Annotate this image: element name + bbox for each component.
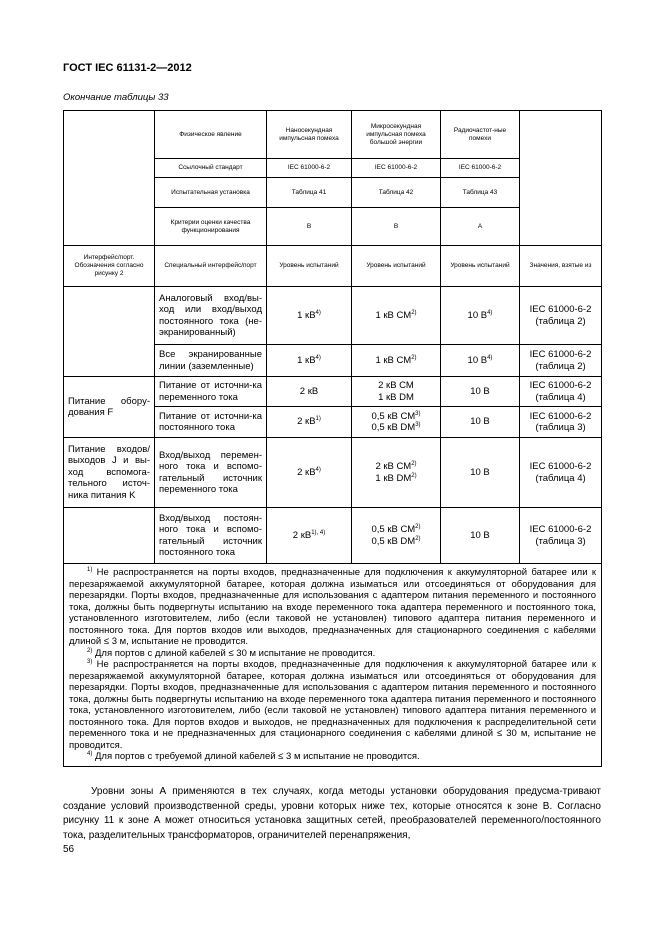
value-cell: 2 $кВ^{4)}$ <box>267 438 352 508</box>
value-cell: 10 В <box>441 438 520 508</box>
criteria-label: Критерии оценки качества функционирования <box>155 208 267 246</box>
footnote-3: $^{3)}$ Не распространяется на порты входов, предназначенные для подключения к аккумуляторной батарее или к перезаряжаемой аккумуляторной батарее, которая должна изыматься или отсоединяться от оборудования для перезарядки. Порты входов, предназначенные для использования с адаптером питания переменного и постоянного тока, должны быть подвергнуты испытанию на входе переменного тока адаптера питания переменного и постоянного тока, установленного изготовителем, либо (если таковой не установлен) типового адаптера питания переменного и постоянного тока. Для портов входов и выходов, не предназначенных для подключения к распределительной сети переменного тока и не предназначенных для стационарного соединения с кабелями длиной ≤ 30 м, испытание не проводится. <box>69 659 596 751</box>
value-cell: 1 кВ СМ$^{2)}$ <box>352 345 441 377</box>
value-cell: 0,5 кВ СМ$^{2)}$ 0,5 кВ DM$^{2)}$ <box>352 508 441 564</box>
source-cell: IEC 61000-6-2 (таблица 2) <box>520 287 602 345</box>
blank-corner-cell <box>64 111 155 246</box>
footnotes-row <box>64 564 602 767</box>
value-cell: 10 В <box>441 407 520 438</box>
source-cell: IEC 61000-6-2 (таблица 4) <box>520 438 602 508</box>
source-cell: IEC 61000-6-2 (таблица 4) <box>520 377 602 407</box>
value-cell: 10 В <box>441 377 520 407</box>
source-cell: IEC 61000-6-2 (таблица 3) <box>520 407 602 438</box>
port-cell: Все экранированные линии (заземленные) <box>155 345 267 377</box>
group-cell: Питание входов/ выходов J и вы-ход вспомога-тельного источ-ника питания K <box>64 438 155 508</box>
phenomenon-col3: Радиочастот-ные помехи <box>441 111 520 159</box>
port-cell: Питание от источни-ка переменного тока <box>155 377 267 407</box>
value-cell: 2 $кВ^{1)}$ <box>267 407 352 438</box>
footnote-2: $^{2)}$ Для портов с длиной кабелей ≤ 30 м испытание не проводится. <box>87 647 376 659</box>
port-cell: Питание от источни-ка постоянного тока <box>155 407 267 438</box>
value-cell: 2 $кВ^{1), 4)}$ <box>267 508 352 564</box>
footnote-4: $^{4)}$ Для портов с требуемой длиной кабелей ≤ 3 м испытание не проводится. <box>87 751 420 762</box>
reference-col2: IEC 61000-6-2 <box>352 159 441 178</box>
value-cell: 1 кВ СМ$^{2)}$ <box>352 287 441 345</box>
value-cell: 10 $В^{4)}$ <box>441 345 520 377</box>
table-row <box>64 377 602 407</box>
port-cell: Вход/выход постоян-ного тока и вспомо-гательный источник постоянного тока <box>155 508 267 564</box>
table-caption: Окончание таблицы 33 <box>63 92 169 103</box>
level-col1: Уровень испытаний <box>267 246 352 287</box>
value-cell: 10 $В^{4)}$ <box>441 287 520 345</box>
level-col2: Уровень испытаний <box>352 246 441 287</box>
port-cell: Аналоговый вход/вы-ход или вход/выход постоянного тока (не-экранированный) <box>155 287 267 345</box>
body-paragraph: Уровни зоны А применяются в тех случаях, когда методы установки оборудования предусма-тривают создание условий производственной среды, уровни которых ниже тех, которые относятся к зоне В. Согласно рисунку 11 к зоне А может относиться установка защитных сетей, преобразователей переменного/постоянного тока, разделительных трансформаторов, ограничителей перенапряжения, <box>63 786 601 841</box>
port-cell: Вход/выход перемен-ного тока и вспомо-гательный источник переменного тока <box>155 438 267 508</box>
criteria-col3: A <box>441 208 520 246</box>
source-cell: IEC 61000-6-2 (таблица 2) <box>520 345 602 377</box>
source-cell: IEC 61000-6-2 (таблица 3) <box>520 508 602 564</box>
setup-col3: Таблица 43 <box>441 178 520 208</box>
page-number: 56 <box>63 844 75 855</box>
setup-col1: Таблица 41 <box>267 178 352 208</box>
group-cell <box>64 287 155 377</box>
criteria-col1: B <box>267 208 352 246</box>
phenomenon-col1: Наносекундная импульсная помеха <box>267 111 352 159</box>
value-cell: 2 кВ СМ$^{2)}$ 1 кВ DM$^{2)}$ <box>352 438 441 508</box>
document-header: ГОСТ IEC 61131-2—2012 <box>63 62 192 74</box>
table-row <box>64 508 602 564</box>
value-cell: 2 кВ СМ 1 кВ DM <box>352 377 441 407</box>
criteria-col2: B <box>352 208 441 246</box>
reference-col1: IEC 61000-6-2 <box>267 159 352 178</box>
value-cell: 10 В <box>441 508 520 564</box>
setup-label: Испытательная установка <box>155 178 267 208</box>
phenomenon-label: Физическое явление <box>155 111 267 159</box>
value-cell: 2 кВ <box>267 377 352 407</box>
table-footnotes <box>64 564 602 767</box>
footnote-1: $^{1)}$ Не распространяется на порты входов, предназначенные для подключения к аккумуляторной батарее или к перезаряжаемой аккумуляторной батарее, которая должна изыматься или отсоединяться от оборудования для перезарядки. Порты входов, предназначенные для использования с адаптером питания переменного и постоянного тока, должны быть подвергнуты испытанию на входе переменного тока адаптера переменного и постоянного тока, установленного изготовителем, либо (если таковой не установлен) типового адаптера питания переменного и постоянного тока. Для портов входов или выходов, предназначенных для стационарного соединения с кабелями длиной ≤ 3 м, испытание не проводится. <box>69 567 596 647</box>
table-row <box>64 287 602 345</box>
table-row <box>64 438 602 508</box>
group-cell: Питание обору-дования F <box>64 377 155 438</box>
header-row-phenomenon <box>64 111 602 159</box>
value-cell: 1 $кВ^{4)}$ <box>267 287 352 345</box>
group-cell <box>64 508 155 564</box>
level-col3: Уровень испытаний <box>441 246 520 287</box>
value-cell: 1 $кВ^{4)}$ <box>267 345 352 377</box>
value-cell: 0,5 кВ СМ$^{3)}$ 0,5 кВ DM$^{3)}$ <box>352 407 441 438</box>
emc-test-table <box>63 110 602 767</box>
setup-col2: Таблица 42 <box>352 178 441 208</box>
special-interface-label: Специальный интерфейс/порт <box>155 246 267 287</box>
blank-right-cell <box>520 111 602 246</box>
phenomenon-col2: Микросекундная импульсная помеха большой энергии <box>352 111 441 159</box>
interface-label: Интерфейс/порт. Обозначения согласно рисунку 2 <box>64 246 155 287</box>
header-row-levels <box>64 246 602 287</box>
reference-label: Ссылочный стандарт <box>155 159 267 178</box>
reference-col3: IEC 61000-6-2 <box>441 159 520 178</box>
values-from-label: Значения, взятые из <box>520 246 602 287</box>
